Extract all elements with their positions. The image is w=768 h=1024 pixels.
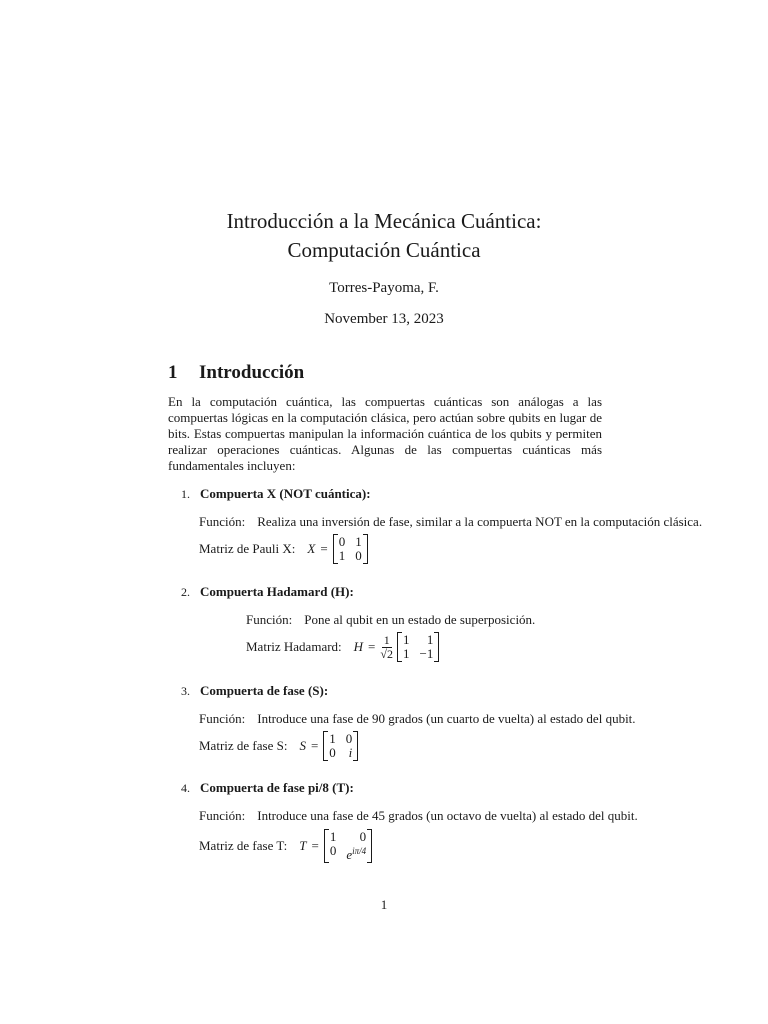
list-item-title: [181, 584, 354, 600]
function-label: Función:: [246, 612, 293, 627]
matrix-cell: −1: [419, 646, 434, 661]
list-item-number: 4.: [181, 781, 190, 795]
list-item-title: [181, 780, 354, 796]
matrix-cell: 1: [329, 731, 336, 746]
section-number: 1: [168, 362, 178, 383]
equals-sign: =: [311, 838, 319, 853]
function-text: Introduce una fase de 90 grados (un cuarto de vuelta) al estado del qubit.: [257, 711, 636, 726]
function-line: [199, 808, 638, 824]
matrix-symbol: X: [307, 541, 316, 556]
list-item-heading: Compuerta de fase pi/8 (T):: [200, 780, 354, 795]
matrix-cell: 0: [329, 843, 337, 858]
matrix-line: [246, 632, 439, 662]
function-text: Realiza una inversión de fase, similar a la compuerta NOT en la computación clásica.: [257, 514, 703, 529]
list-item-title: [181, 683, 328, 699]
matrix-label: Matriz de fase T:: [199, 838, 288, 853]
exponent: iπ/4: [352, 846, 367, 856]
matrix-cell: 1: [355, 534, 362, 549]
paper-title-line-2: Computación Cuántica: [287, 238, 481, 262]
matrix-line: [199, 534, 368, 564]
function-text: Pone al qubit en un estado de superposición.: [304, 612, 536, 627]
matrix-symbol: T: [299, 838, 307, 853]
fraction-numerator: 1: [383, 632, 390, 647]
intro-paragraph: En la computación cuántica, las compuertas cuánticas son análogas a las compuertas lógicas en la computación clásica, pero actúan sobre qubits en lugar de bits. Estas compuertas manipulan la información cuántica de los qubits y permiten realizar operaciones cuánticas. Algunas de las compuertas cuánticas más fundamentales incluyen:: [168, 394, 602, 473]
matrix-cell: 0: [329, 745, 336, 760]
phase-s-matrix: [323, 731, 358, 761]
prefactor-fraction: [380, 634, 393, 661]
matrix-cell: 1: [426, 632, 434, 647]
matrix-cell: 0: [359, 829, 367, 844]
function-line: [199, 711, 636, 727]
list-item-heading: Compuerta de fase (S):: [200, 683, 329, 698]
page-number: 1: [380, 897, 388, 912]
list-item-number: 2.: [181, 585, 190, 599]
function-line: [246, 612, 535, 628]
phase-t-matrix: [324, 829, 372, 863]
matrix-line: [199, 731, 358, 761]
matrix-cell: 1: [338, 548, 346, 563]
matrix-cell: 0: [355, 548, 362, 563]
equals-sign: =: [310, 738, 319, 753]
author: Torres-Payoma, F.: [329, 280, 439, 296]
matrix-cell: 1: [402, 632, 410, 647]
pauli-x-matrix: [333, 534, 368, 564]
equals-sign: =: [320, 541, 328, 556]
function-label: Función:: [199, 711, 246, 726]
equals-sign: =: [368, 639, 376, 654]
matrix-cell: 1: [329, 829, 337, 844]
function-line: [199, 514, 702, 530]
matrix-symbol: S: [299, 738, 306, 753]
matrix-cell: 0: [345, 731, 353, 746]
function-label: Función:: [199, 514, 246, 529]
hadamard-matrix: [397, 632, 439, 662]
function-text: Introduce una fase de 45 grados (un octavo de vuelta) al estado del qubit.: [257, 808, 638, 823]
matrix-symbol: H: [353, 639, 364, 654]
function-label: Función:: [199, 808, 246, 823]
list-item-number: 1.: [181, 487, 190, 501]
matrix-label: Matriz de Pauli X:: [199, 541, 296, 556]
list-item-title: [181, 486, 371, 502]
matrix-cell-exponential: [346, 844, 366, 862]
matrix-label: Matriz de fase S:: [199, 738, 288, 753]
paper-title-line-1: Introducción a la Mecánica Cuántica:: [226, 209, 542, 233]
matrix-label: Matriz Hadamard:: [246, 639, 342, 654]
section-title: Introducción: [199, 362, 305, 383]
matrix-cell: i: [348, 745, 353, 760]
date: November 13, 2023: [324, 311, 444, 327]
matrix-cell: 0: [338, 534, 346, 549]
list-item-number: 3.: [181, 684, 190, 698]
matrix-cell: 1: [402, 646, 410, 661]
fraction-denominator: √2: [380, 646, 393, 661]
list-item-heading: Compuerta X (NOT cuántica):: [200, 486, 371, 501]
matrix-cell: e: [346, 847, 353, 862]
section-heading: [168, 362, 304, 384]
list-item-heading: Compuerta Hadamard (H):: [200, 584, 354, 599]
matrix-line: [199, 829, 372, 863]
